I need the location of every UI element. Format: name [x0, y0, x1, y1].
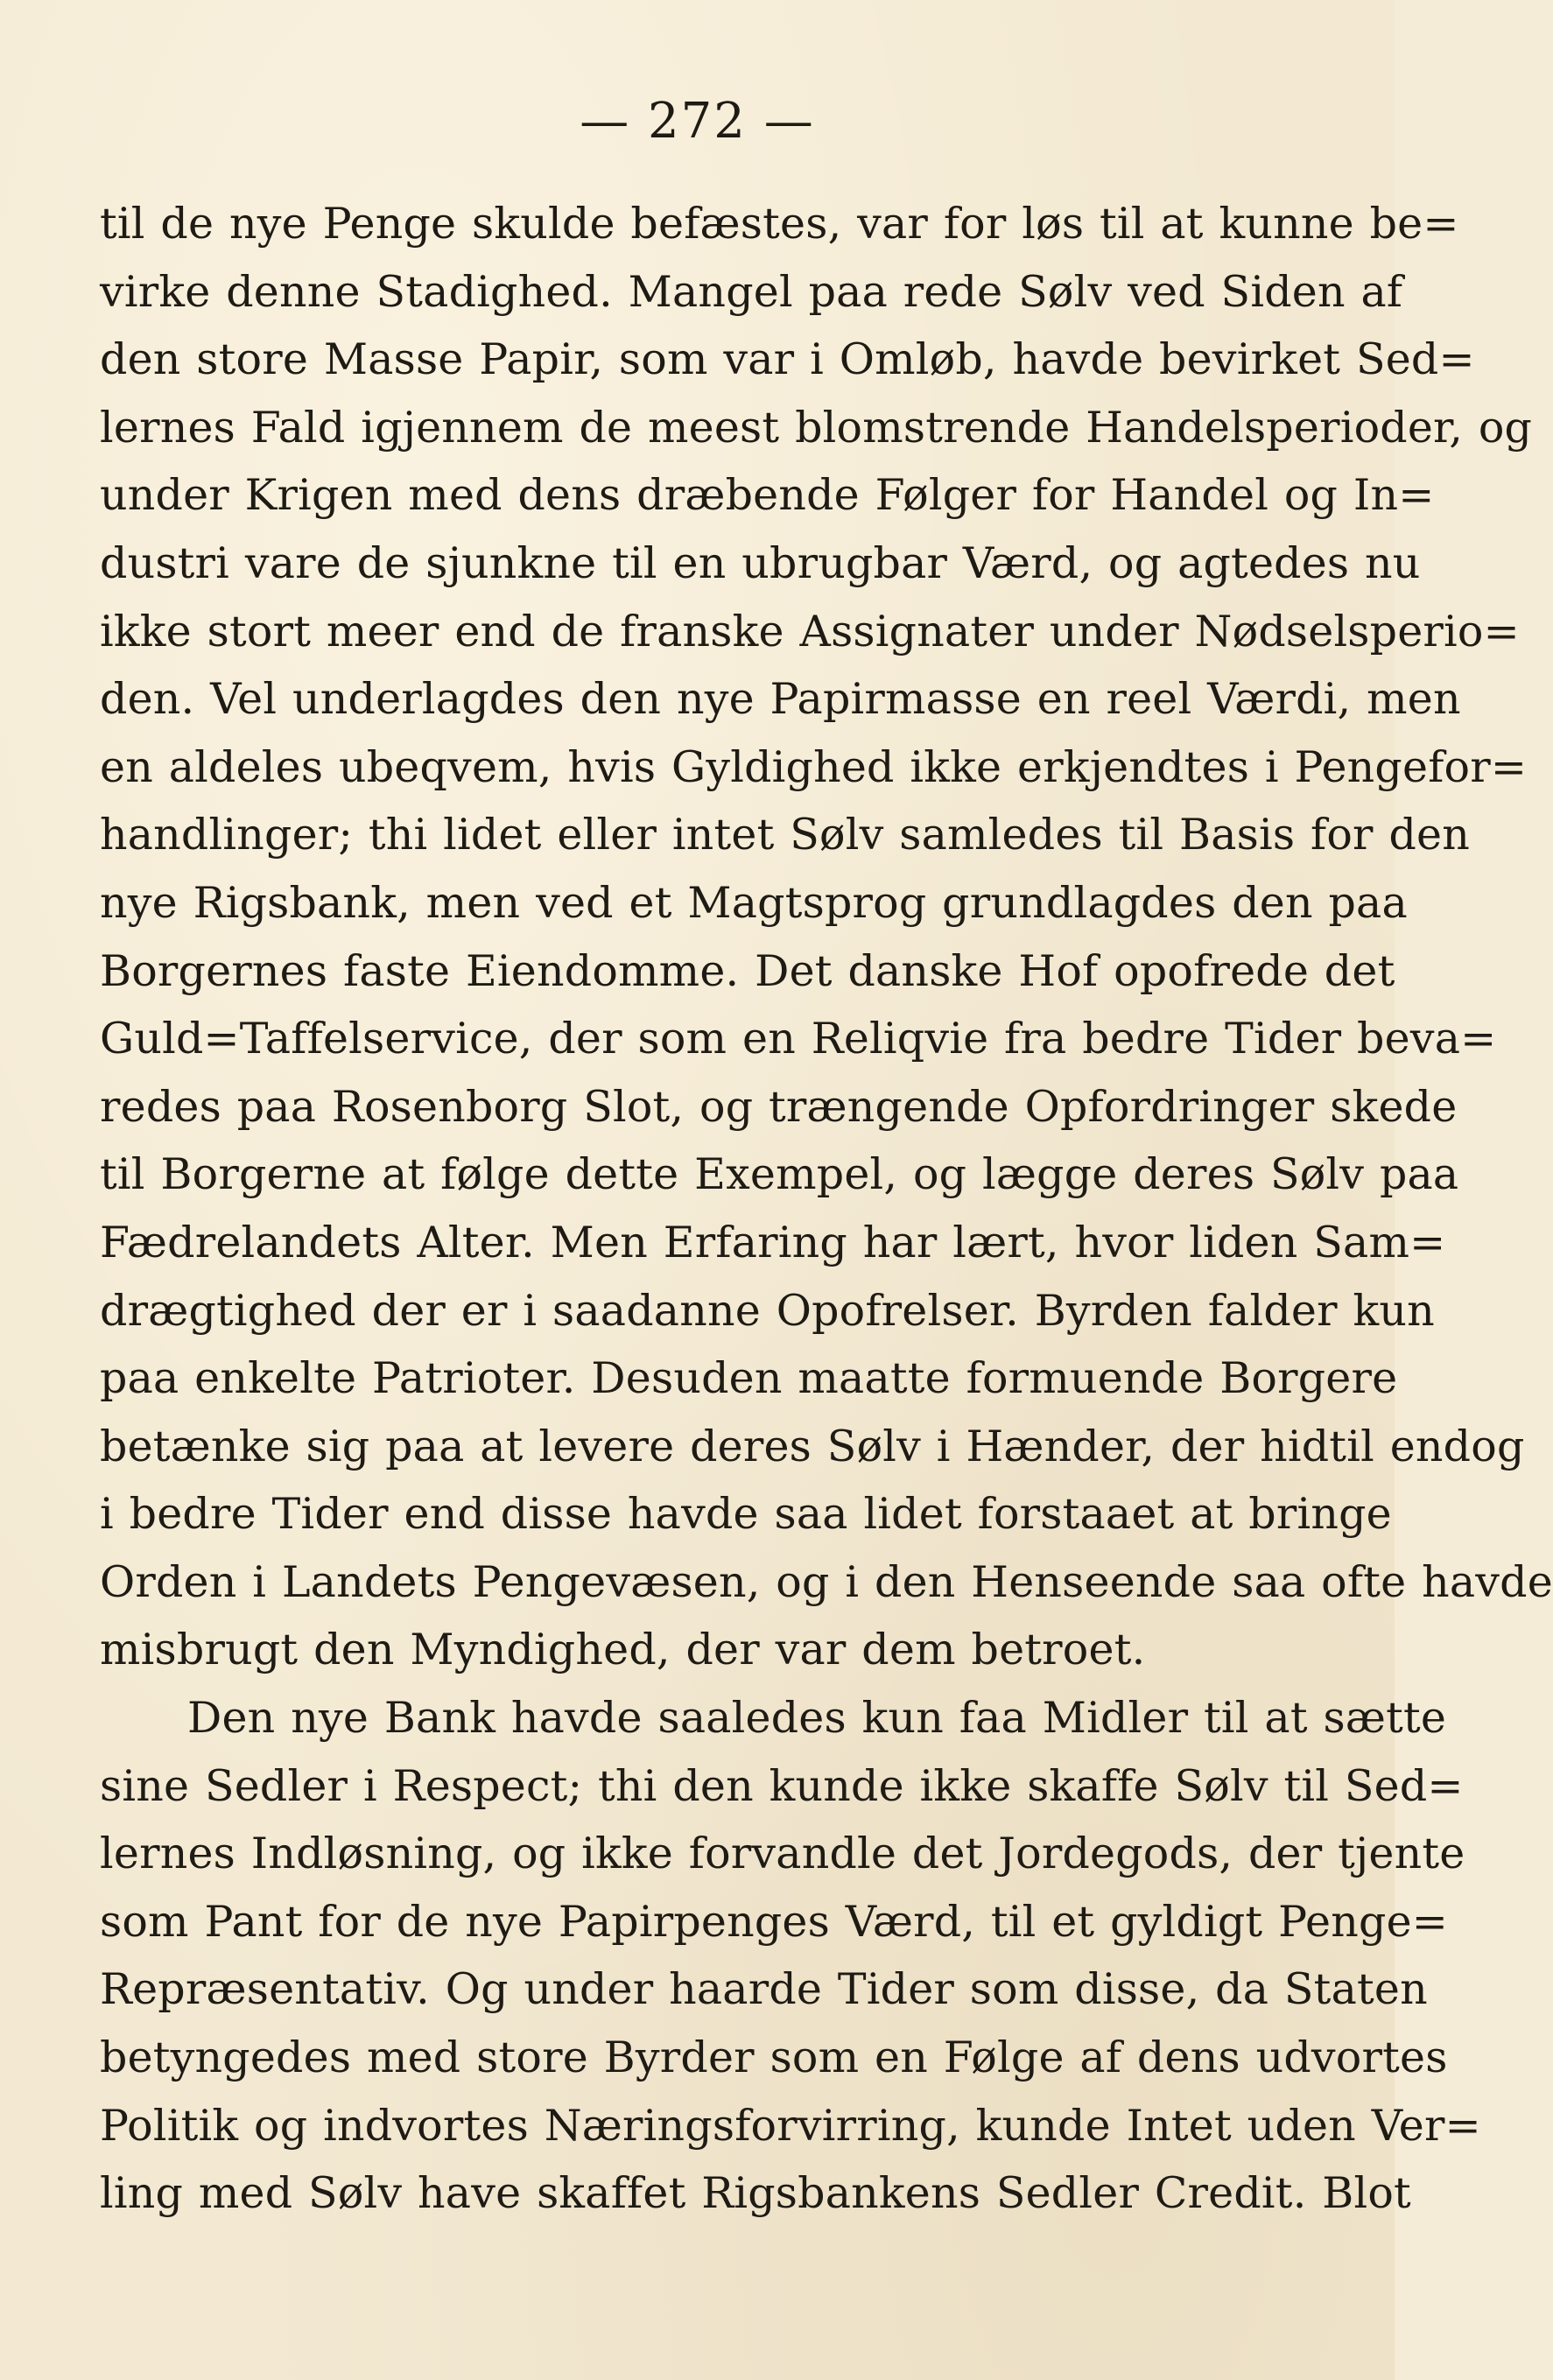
text-line: en aldeles ubeqvem, hvis Gyldighed ikke erkjendtes i Pengefor=	[100, 741, 1528, 792]
text-line: til de nye Penge skulde befæstes, var for løs til at kunne be=	[100, 199, 1459, 249]
text-line: lernes Indløsning, og ikke forvandle det Jordegods, der tjente	[100, 1829, 1465, 1879]
text-line: betyngedes med store Byrder som en Følge af dens udvortes	[100, 2032, 1448, 2083]
text-line: misbrugt den Myndighed, der var dem betroet.	[100, 1625, 1146, 1675]
text-line: virke denne Stadighed. Mangel paa rede Sølv ved Siden af	[100, 266, 1403, 317]
text-line: den. Vel underlagdes den nye Papirmasse en reel Værdi, men	[100, 674, 1461, 725]
text-line: paa enkelte Patrioter. Desuden maatte formuende Borgere	[100, 1353, 1398, 1404]
paragraph-2	[100, 1684, 1481, 2228]
text-line: nye Rigsbank, men ved et Magtsprog grundlagdes den paa	[100, 877, 1408, 928]
text-line: betænke sig paa at levere deres Sølv i Hænder, der hidtil endog	[100, 1421, 1525, 1471]
text-line: Den nye Bank havde saaledes kun faa Midler til at sætte	[187, 1693, 1447, 1744]
text-line: som Pant for de nye Papirpenges Værd, til et gyldigt Penge=	[100, 1896, 1449, 1947]
text-line: Guld=Taffelservice, der som en Reliqvie fra bedre Tider beva=	[100, 1014, 1497, 1064]
text-line: Borgernes faste Eiendomme. Det danske Hof opofrede det	[100, 945, 1395, 996]
text-line: under Krigen med dens dræbende Følger for Handel og In=	[100, 470, 1435, 521]
text-line: til Borgerne at følge dette Exempel, og lægge deres Sølv paa	[100, 1149, 1459, 1200]
body-text	[100, 190, 1553, 2228]
text-line: Politik og indvortes Næringsforvirring, kunde Intet uden Ver=	[100, 2100, 1481, 2151]
text-line: lernes Fald igjennem de meest blomstrende Handelsperioder, og	[100, 402, 1533, 453]
text-line: sine Sedler i Respect; thi den kunde ikke skaffe Sølv til Sed=	[100, 1760, 1464, 1811]
text-line: handlinger; thi lidet eller intet Sølv samledes til Basis for den	[100, 810, 1470, 860]
text-line: dustri vare de sjunkne til en ubrugbar Værd, og agtedes nu	[100, 537, 1421, 588]
text-line: i bedre Tider end disse havde saa lidet forstaaet at bringe	[100, 1489, 1392, 1540]
text-line: Fædrelandets Alter. Men Erfaring har lært, hvor liden Sam=	[100, 1217, 1446, 1267]
page-number: — 272 —	[580, 93, 815, 150]
paragraph-1	[100, 190, 1553, 1684]
text-line: ikke stort meer end de franske Assignater under Nødselsperio=	[100, 606, 1520, 656]
text-line: redes paa Rosenborg Slot, og trængende Opfordringer skede	[100, 1081, 1458, 1132]
text-line: den store Masse Papir, som var i Omløb, havde bevirket Sed=	[100, 334, 1475, 385]
text-line: Repræsentativ. Og under haarde Tider som disse, da Staten	[100, 1964, 1428, 2015]
text-line: Orden i Landets Pengevæsen, og i den Henseende saa ofte havde	[100, 1556, 1553, 1607]
text-line: ling med Sølv have skaffet Rigsbankens Sedler Credit. Blot	[100, 2168, 1411, 2219]
text-line: drægtighed der er i saadanne Opofrelser. Byrden falder kun	[100, 1285, 1435, 1336]
